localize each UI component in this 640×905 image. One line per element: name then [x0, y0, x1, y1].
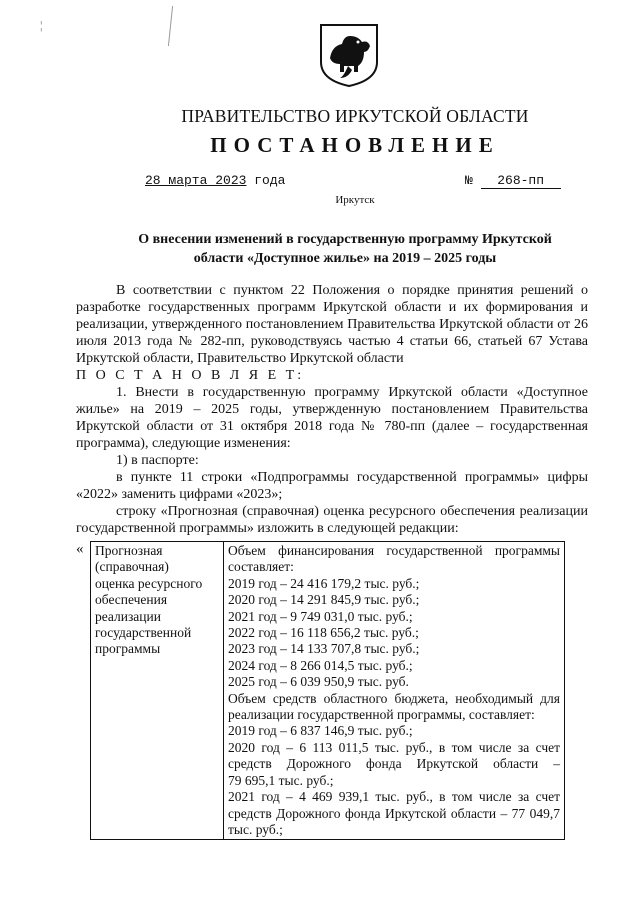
funding-line: реализации государственной программы, составляет:: [228, 707, 535, 723]
document-city: Иркутск: [335, 194, 375, 206]
item-1-paragraph: 1. Внести в государственную программу Иркутской области «Доступное жилье» на 2019 – 2025 годы, утвержденную постановлением Правительства Иркутской области от 31 октября 2018 года № 780-пп (далее – государственная программа), следующие изменения:: [76, 385, 588, 451]
document-date: [145, 173, 285, 188]
label-line: Прогнозная: [95, 543, 163, 558]
funding-line: 2020 год – 14 291 845,9 тыс. руб.;: [228, 592, 420, 608]
change-1-paragraph: в пункте 11 строки «Подпрограммы государственной программы» цифры «2022» заменить цифрами «2023»;: [76, 470, 588, 502]
funding-line: 2021 год – 4 469 939,1 тыс. руб., в том числе за счет: [228, 789, 560, 805]
label-line: реализации: [95, 608, 161, 624]
funding-line: 2023 год – 14 133 707,8 тыс. руб.;: [228, 641, 420, 657]
change-2-paragraph: строку «Прогнозная (справочная) оценка ресурсного обеспечения реализации государственной программы» изложить в следующей редакции:: [76, 504, 588, 536]
number-value: 268-пп: [481, 173, 561, 189]
funding-line: 2020 год – 6 113 011,5 тыс. руб., в том числе за счет: [228, 739, 560, 755]
number-label: №: [465, 173, 473, 188]
label-line: оценка ресурсного: [95, 575, 203, 591]
pen-stroke: [168, 6, 173, 46]
funding-line: тыс. руб.;: [228, 821, 283, 837]
document-subject: [108, 230, 582, 268]
table-row: [91, 542, 565, 840]
funding-line: Объем финансирования государственной программы: [228, 543, 560, 558]
margin-mark: ¦: [40, 18, 43, 32]
funding-line: средств Дорожного фонда Иркутской области – 77 049,7: [228, 805, 560, 821]
opening-quote: «: [76, 541, 84, 557]
subject-line: О внесении изменений в государственную программу Иркутской: [138, 232, 552, 247]
label-line: (справочная): [95, 559, 169, 575]
date-value: 28 марта 2023: [145, 173, 247, 188]
funding-line: 2021 год – 9 749 031,0 тыс. руб.;: [228, 608, 413, 624]
funding-line: средств Дорожного фонда Иркутской области –: [228, 756, 560, 772]
table-cell-label: [91, 542, 224, 840]
government-name: ПРАВИТЕЛЬСТВО ИРКУТСКОЙ ОБЛАСТИ: [181, 106, 529, 126]
funding-line: 2022 год – 16 118 656,2 тыс. руб.;: [228, 625, 419, 641]
funding-line: 2025 год – 6 039 950,9 тыс. руб.: [228, 674, 409, 690]
label-line: обеспечения: [95, 592, 168, 608]
funding-line: составляет:: [228, 559, 294, 575]
preamble-paragraph: В соответствии с пунктом 22 Положения о порядке принятия решений о разработке государственных программ Иркутской области и их формирования и реализации, утвержденного постановлением Правительства Иркутской области от 26 июля 2013 года № 282-пп, руководствуясь частью 4 статьи 66, статьей 67 Устава Иркутской области, Правительство Иркутской области: [76, 283, 588, 366]
document-title: ПОСТАНОВЛЕНИЕ: [210, 133, 500, 157]
funding-line: 2019 год – 6 837 146,9 тыс. руб.;: [228, 723, 413, 739]
subject-line: области «Доступное жилье» на 2019 – 2025 годы: [193, 251, 497, 266]
label-line: программы: [95, 641, 161, 657]
document-number: [465, 173, 561, 189]
coat-of-arms-icon: [318, 22, 380, 88]
table-cell-content: [224, 542, 565, 840]
document-body: [76, 282, 588, 537]
date-suffix: года: [254, 173, 286, 188]
subitem-paragraph: 1) в паспорте:: [116, 453, 199, 468]
funding-line: 2019 год – 24 416 179,2 тыс. руб.;: [228, 575, 420, 591]
funding-line: 2024 год – 8 266 014,5 тыс. руб.;: [228, 657, 413, 673]
label-line: государственной: [95, 625, 192, 641]
funding-line: Объем средств областного бюджета, необходимый для: [228, 690, 560, 706]
program-funding-table: [90, 541, 565, 840]
resolves-heading: П О С Т А Н О В Л Я Е Т:: [76, 368, 305, 383]
funding-line: 79 695,1 тыс. руб.;: [228, 772, 334, 788]
